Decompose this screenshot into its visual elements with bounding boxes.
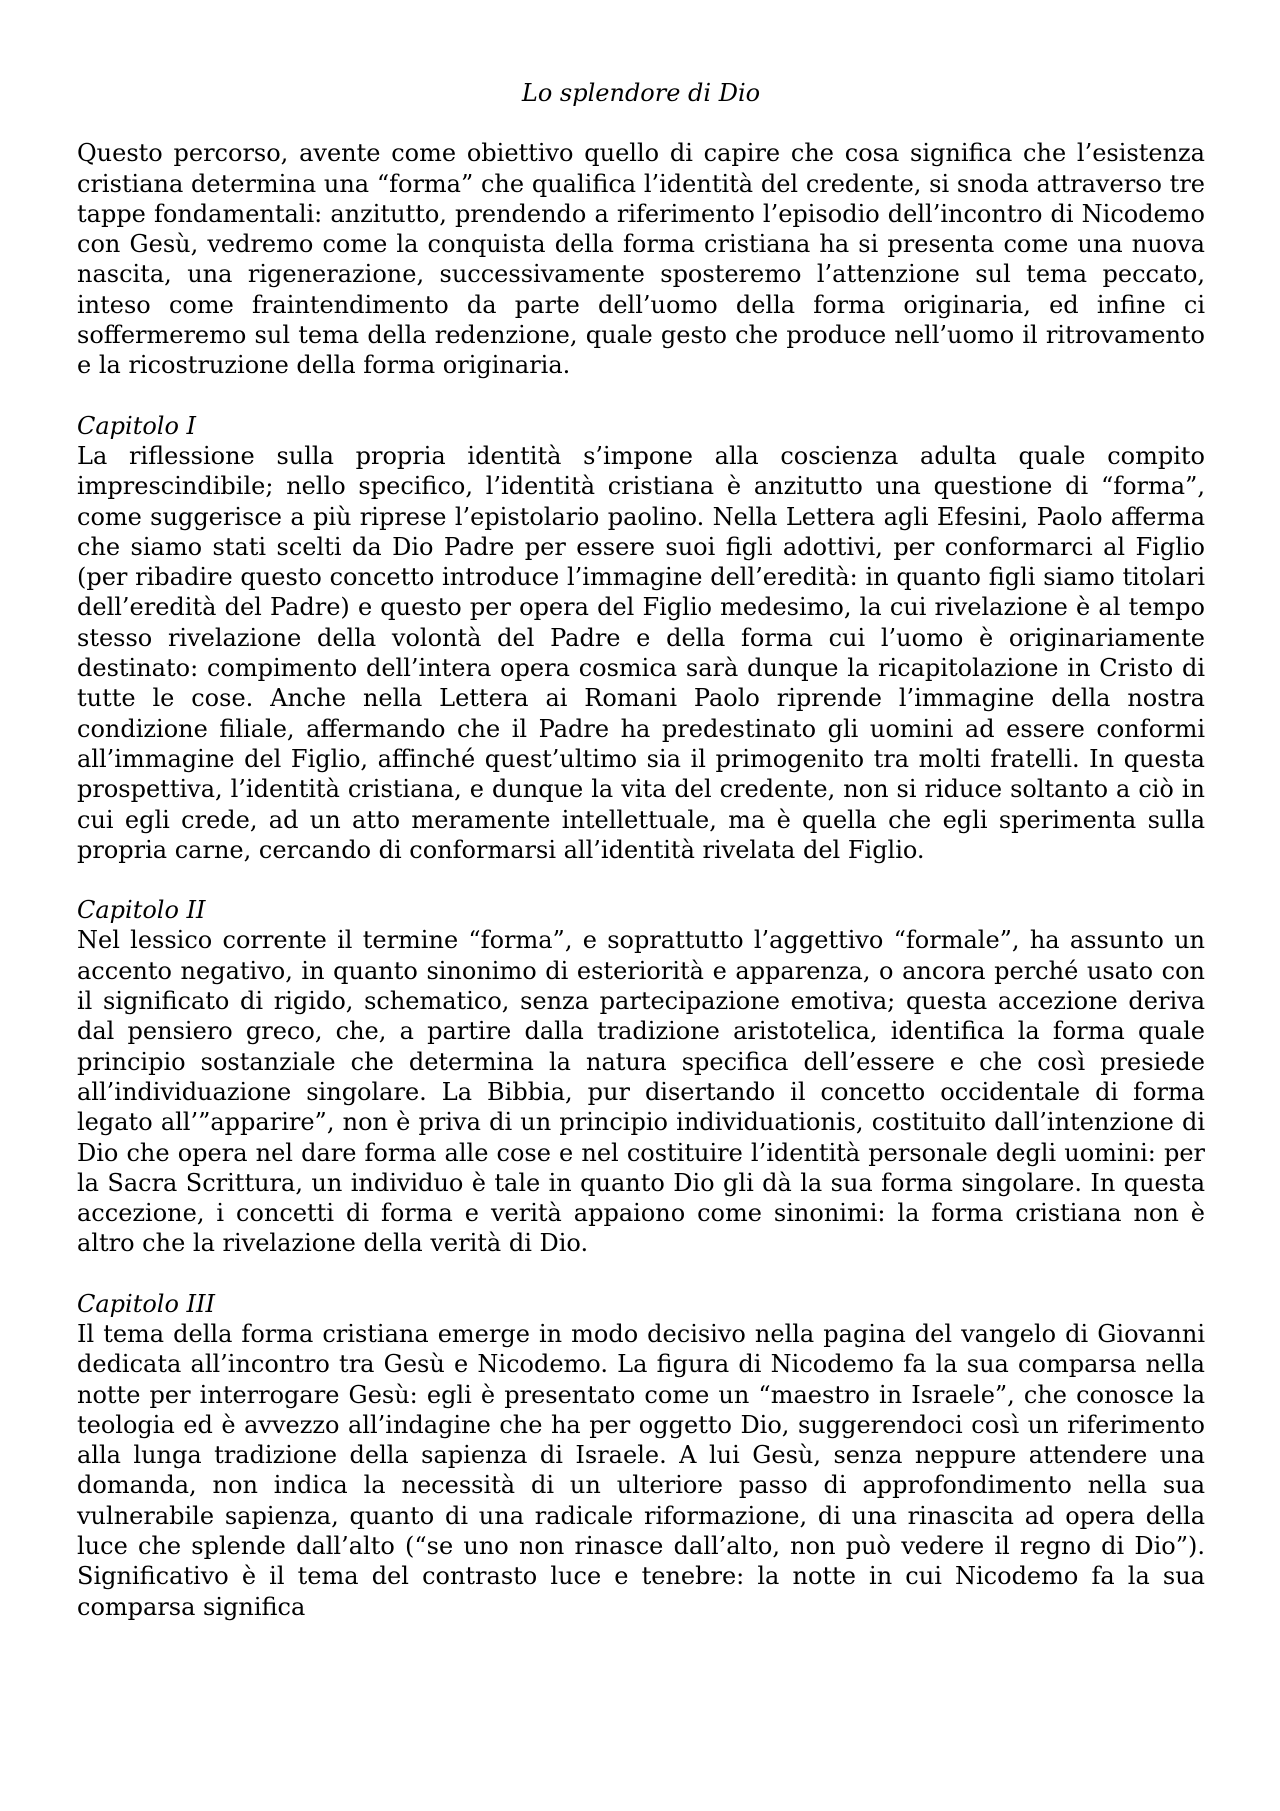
chapter-2-section — [77, 895, 1205, 1259]
chapter-2-heading: Capitolo II — [77, 896, 206, 925]
chapter-3-heading: Capitolo III — [77, 1289, 215, 1318]
chapter-3-paragraph: Il tema della forma cristiana emerge in modo decisivo nella pagina del vangelo di Giovanni dedicata all’incontro tra Gesù e Nicodemo. La figura di Nicodemo fa la sua comparsa nella notte per interrogare Gesù: egli è presentato come un “maestro in Israele”, che conosce la teologia ed è avvezzo all’indagine che ha per oggetto Dio, suggerendoci così un riferimento alla lunga tradizione della sapienza di Israele. A lui Gesù, senza neppure attendere una domanda, non indica la necessità di un ulteriore passo di approfondimento nella sua vulnerabile sapienza, quanto di una radicale riformazione, di una rinascita ad opera della luce che splende dall’alto (“se uno non rinasce dall’alto, non può vedere il regno di Dio”). Significativo è il tema del contrasto luce e tenebre: la notte in cui Nicodemo fa la sua comparsa significa — [77, 1319, 1205, 1621]
chapter-3-section — [77, 1289, 1205, 1622]
chapter-1-section — [77, 411, 1205, 865]
document-title: Lo splendore di Dio — [521, 79, 761, 107]
chapter-2-paragraph: Nel lessico corrente il termine “forma”, e soprattutto l’aggettivo “formale”, ha assunto un accento negativo, in quanto sinonimo di esteriorità e apparenza, o ancora perché usato con il significato di rigido, schematico, senza partecipazione emotiva; questa accezione deriva dal pensiero greco, che, a partire dalla tradizione aristotelica, identifica la forma quale principio sostanziale che determina la natura specifica dell’essere e che così presiede all’individuazione singolare. La Bibbia, pur disertando il concetto occidentale di forma legato all’”apparire”, non è priva di un principio individuationis, costituito dall’intenzione di Dio che opera nel dare forma alle cose e nel costituire l’identità personale degli uomini: per la Sacra Scrittura, un individuo è tale in quanto Dio gli dà la sua forma singolare. In questa accezione, i concetti di forma e verità appaiono come sinonimi: la forma cristiana non è altro che la rivelazione della verità di Dio. — [77, 926, 1205, 1258]
chapter-1-heading: Capitolo I — [77, 411, 197, 440]
intro-paragraph: Questo percorso, avente come obiettivo quello di capire che cosa significa che l’esistenza cristiana determina una “forma” che qualifica l’identità del credente, si snoda attraverso tre tappe fondamentali: anzitutto, prendendo a riferimento l’episodio dell’incontro di Nicodemo con Gesù, vedremo come la conquista della forma cristiana ha si presenta come una nuova nascita, una rigenerazione, successivamente sposteremo l’attenzione sul tema peccato, inteso come fraintendimento da parte dell’uomo della forma originaria, ed infine ci soffermeremo sul tema della redenzione, quale gesto che produce nell’uomo il ritrovamento e la ricostruzione della forma originaria. — [77, 139, 1205, 380]
chapter-1-paragraph: La riflessione sulla propria identità s’impone alla coscienza adulta quale compito imprescindibile; nello specifico, l’identità cristiana è anzitutto una questione di “forma”, come suggerisce a più riprese l’epistolario paolino. Nella Lettera agli Efesini, Paolo afferma che siamo stati scelti da Dio Padre per essere suoi figli adottivi, per conformarci al Figlio (per ribadire questo concetto introduce l’immagine dell’eredità: in quanto figli siamo titolari dell’eredità del Padre) e questo per opera del Figlio medesimo, la cui rivelazione è al tempo stesso rivelazione della volontà del Padre e della forma cui l’uomo è originariamente destinato: compimento dell’intera opera cosmica sarà dunque la ricapitolazione in Cristo di tutte le cose. Anche nella Lettera ai Romani Paolo riprende l’immagine della nostra condizione filiale, affermando che il Padre ha predestinato gli uomini ad essere conformi all’immagine del Figlio, affinché quest’ultimo sia il primogenito tra molti fratelli. In questa prospettiva, l’identità cristiana, e dunque la vita del credente, non si riduce soltanto a ciò in cui egli crede, ad un atto meramente intellettuale, ma è quella che egli sperimenta sulla propria carne, cercando di conformarsi all’identità rivelata del Figlio. — [77, 441, 1205, 864]
document-page — [77, 78, 1205, 1622]
